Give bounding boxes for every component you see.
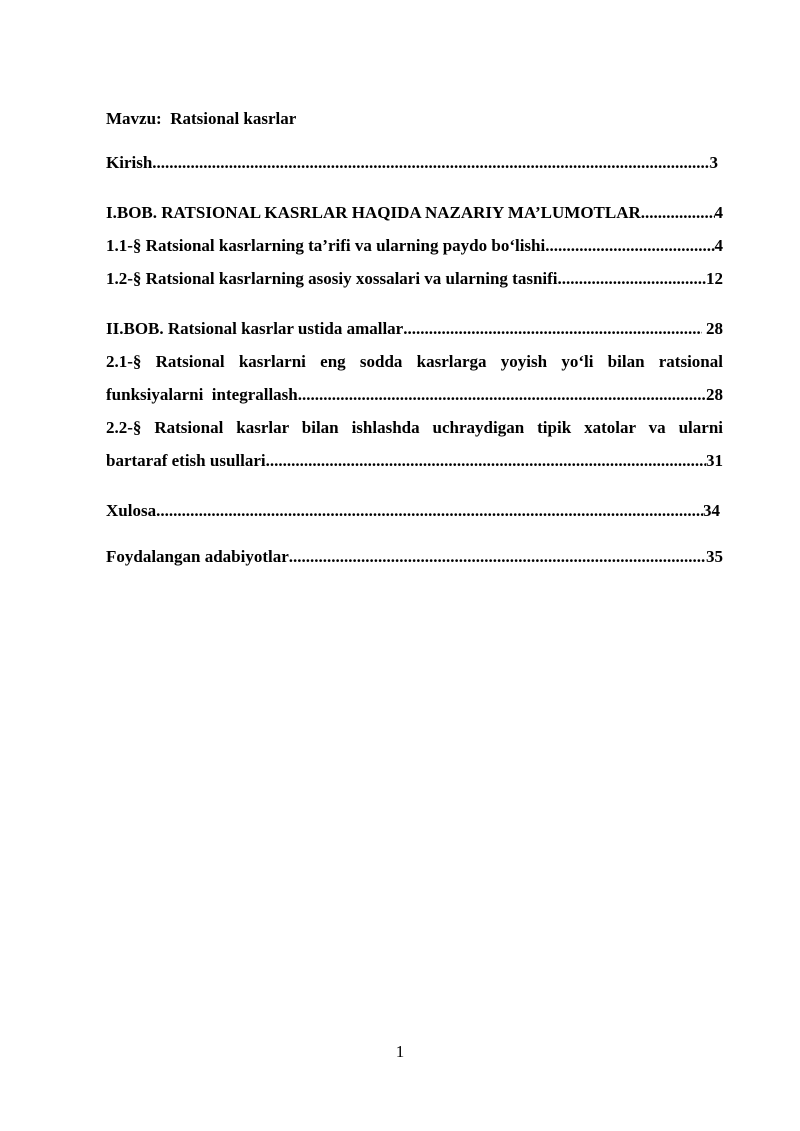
toc-entry-section-2-1-line-1[interactable]: 2.1-§ Ratsional kasrlarni eng sodda kasrlarga yoyish yo‘li bilan ratsional	[106, 352, 723, 371]
toc-leader-dots	[156, 500, 703, 522]
toc-entry-section-2-2-line-2[interactable]	[106, 450, 723, 472]
toc-entry-label: 1.2-§ Ratsional kasrlarning asosiy xossalari va ularning tasnifi	[106, 269, 558, 288]
toc-leader-dots	[266, 450, 706, 472]
toc-entry-section-1-1[interactable]	[106, 235, 723, 257]
toc-page-number: 34	[703, 501, 720, 520]
toc-page-number: 3	[709, 153, 718, 172]
toc-leader-dots	[289, 546, 706, 568]
toc-entry-section-2-2-line-1[interactable]: 2.2-§ Ratsional kasrlar bilan ishlashda uchraydigan tipik xatolar va ularni	[106, 418, 723, 437]
toc-leader-dots	[298, 384, 706, 406]
toc-page-number: 31	[706, 451, 723, 470]
toc-entry-label: 1.1-§ Ratsional kasrlarning ta’rifi va ularning paydo bo‘lishi	[106, 236, 546, 255]
toc-page-number: 35	[706, 547, 723, 566]
toc-page-number: 4	[714, 236, 723, 255]
toc-entry-chapter-1[interactable]	[106, 202, 723, 224]
toc-entry-label: Xulosa	[106, 501, 157, 520]
toc-page-number: 4	[714, 203, 723, 222]
toc-page-number: 28	[701, 319, 723, 338]
toc-page-number: 28	[706, 385, 723, 404]
toc-leader-dots	[403, 318, 702, 340]
toc-entry-intro[interactable]	[106, 152, 718, 174]
toc-leader-dots	[558, 268, 706, 290]
document-title: Mavzu: Ratsional kasrlar	[106, 109, 297, 128]
toc-leader-dots	[152, 152, 709, 174]
toc-entry-label: Kirish	[106, 153, 153, 172]
toc-entry-section-2-1-line-2[interactable]	[106, 384, 723, 406]
toc-entry-references[interactable]	[106, 546, 723, 568]
page-number: 1	[395, 1042, 405, 1061]
toc-entry-label: bartaraf etish usullari	[106, 451, 266, 470]
toc-entry-label: I.BOB. RATSIONAL KASRLAR HAQIDA NAZARIY MA’LUMOTLAR	[106, 203, 641, 222]
toc-entry-label: Foydalangan adabiyotlar	[106, 547, 289, 566]
toc-entry-label: funksiyalarni integrallash	[106, 385, 298, 404]
toc-entry-conclusion[interactable]	[106, 500, 720, 522]
toc-entry-chapter-2[interactable]	[106, 318, 723, 340]
toc-entry-section-1-2[interactable]	[106, 268, 723, 290]
toc-leader-dots	[545, 235, 714, 257]
toc-entry-label: II.BOB. Ratsional kasrlar ustida amallar	[106, 319, 404, 338]
toc-leader-dots	[641, 202, 715, 224]
toc-page-number: 12	[706, 269, 723, 288]
